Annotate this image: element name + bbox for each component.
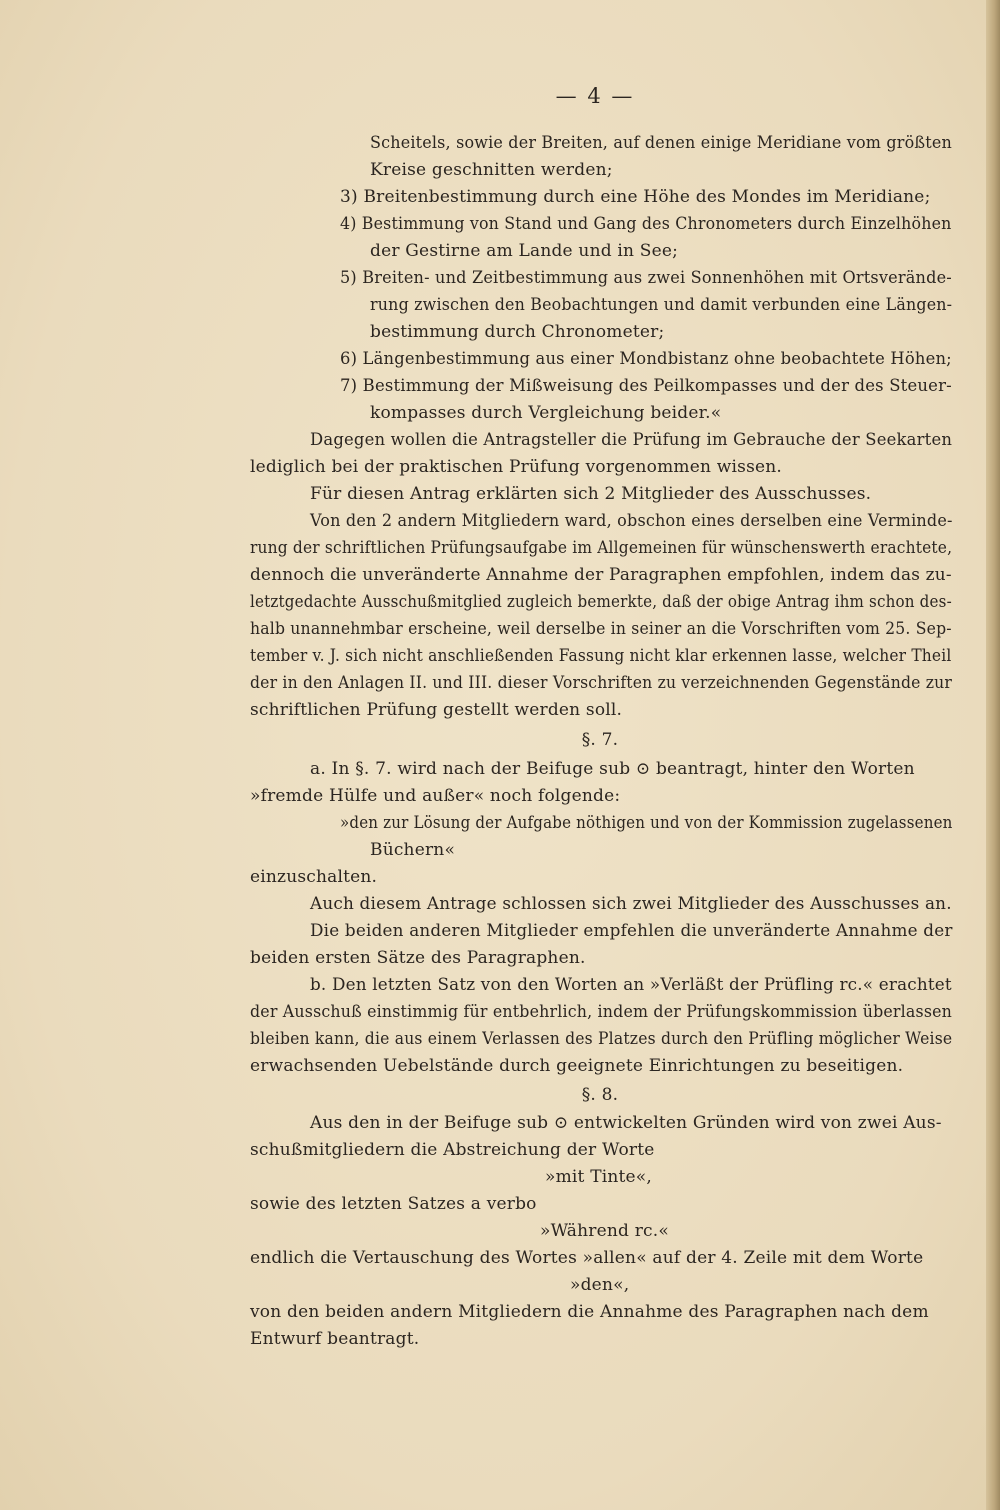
text-line: bestimmung durch Chronometer;: [370, 322, 665, 342]
page-number: — 4 —: [555, 84, 635, 108]
paragraph-line: b. Den letzten Satz von den Worten an »Verläßt der Prüfling rc.« erachtet: [310, 975, 952, 995]
paragraph-line: sowie des letzten Satzes a verbo: [250, 1194, 537, 1214]
paragraph-line: Auch diesem Antrage schlossen sich zwei Mitglieder des Ausschusses an.: [310, 894, 952, 914]
paragraph-line: Von den 2 andern Mitgliedern ward, obschon eines derselben eine Verminde-: [310, 511, 953, 531]
paragraph-line: erwachsenden Uebelstände durch geeignete Einrichtungen zu beseitigen.: [250, 1056, 904, 1076]
paragraph-line: dennoch die unveränderte Annahme der Paragraphen empfohlen, indem das zu-: [250, 565, 952, 585]
paragraph-line: a. In §. 7. wird nach der Beifuge sub ⊙ beantragt, hinter den Worten: [310, 759, 915, 779]
paragraph-line: schußmitgliedern die Abstreichung der Worte: [250, 1140, 655, 1160]
paragraph-line: letztgedachte Ausschußmitglied zugleich bemerkte, daß der obige Antrag ihm schon des-: [250, 592, 952, 612]
paragraph-line: bleiben kann, die aus einem Verlassen des Platzes durch den Prüfling möglicher Weise: [250, 1029, 953, 1049]
list-item: 6) Längenbestimmung aus einer Mondbistanz ohne beobachtete Höhen;: [340, 349, 952, 369]
list-item: 7) Bestimmung der Mißweisung des Peilkompasses und der des Steuer-: [340, 376, 952, 396]
text-line: rung zwischen den Beobachtungen und damit verbunden eine Längen-: [370, 295, 953, 315]
quote-line: Büchern«: [370, 840, 456, 860]
paragraph-line: schriftlichen Prüfung gestellt werden soll.: [250, 700, 623, 720]
text-line: der Gestirne am Lande und in See;: [370, 241, 679, 261]
quote-line: »Während rc.«: [540, 1221, 669, 1241]
list-item: 5) Breiten- und Zeitbestimmung aus zwei Sonnenhöhen mit Ortsverände-: [340, 268, 952, 288]
paragraph-line: »fremde Hülfe und außer« noch folgende:: [250, 786, 621, 806]
section-heading: §. 7.: [581, 730, 619, 750]
paragraph-line: tember v. J. sich nicht anschließenden Fassung nicht klar erkennen lasse, welcher Theil: [250, 646, 952, 666]
text-line: kompasses durch Vergleichung beider.«: [370, 403, 722, 423]
paragraph-line: lediglich bei der praktischen Prüfung vorgenommen wissen.: [250, 457, 783, 477]
paragraph-line: beiden ersten Sätze des Paragraphen.: [250, 948, 586, 968]
list-item: 4) Bestimmung von Stand und Gang des Chronometers durch Einzelhöhen: [340, 214, 952, 234]
paragraph-line: Die beiden anderen Mitglieder empfehlen die unveränderte Annahme der: [310, 921, 953, 941]
text-line: Scheitels, sowie der Breiten, auf denen einige Meridiane vom größten: [370, 133, 952, 153]
quote-line: »den zur Lösung der Aufgabe nöthigen und von der Kommission zugelassenen: [340, 813, 953, 833]
paragraph-line: Entwurf beantragt.: [250, 1329, 420, 1349]
paragraph-line: halb unannehmbar erscheine, weil derselbe in seiner an die Vorschriften vom 25. Sep-: [250, 619, 952, 639]
paragraph-line: rung der schriftlichen Prüfungsaufgabe im Allgemeinen für wünschenswerth erachtete,: [250, 538, 953, 558]
list-item: 3) Breitenbestimmung durch eine Höhe des Mondes im Meridiane;: [340, 187, 931, 207]
quote-line: »den«,: [570, 1275, 630, 1295]
paragraph-line: der Ausschuß einstimmig für entbehrlich, indem der Prüfungskommission überlassen: [250, 1002, 953, 1022]
paragraph-line: Aus den in der Beifuge sub ⊙ entwickelten Gründen wird von zwei Aus-: [310, 1113, 942, 1133]
text-line: Kreise geschnitten werden;: [370, 160, 613, 180]
paragraph-line: von den beiden andern Mitgliedern die Annahme des Paragraphen nach dem: [250, 1302, 929, 1322]
page-edge: [986, 0, 1000, 1510]
paragraph-line: einzuschalten.: [250, 867, 378, 887]
section-heading: §. 8.: [581, 1085, 619, 1105]
paragraph-line: endlich die Vertauschung des Wortes »allen« auf der 4. Zeile mit dem Worte: [250, 1248, 924, 1268]
paragraph-line: Für diesen Antrag erklärten sich 2 Mitglieder des Ausschusses.: [310, 484, 872, 504]
paragraph-line: Dagegen wollen die Antragsteller die Prüfung im Gebrauche der Seekarten: [310, 430, 953, 450]
quote-line: »mit Tinte«,: [545, 1167, 653, 1187]
paragraph-line: der in den Anlagen II. und III. dieser Vorschriften zu verzeichnenden Gegenstände zur: [250, 673, 953, 693]
